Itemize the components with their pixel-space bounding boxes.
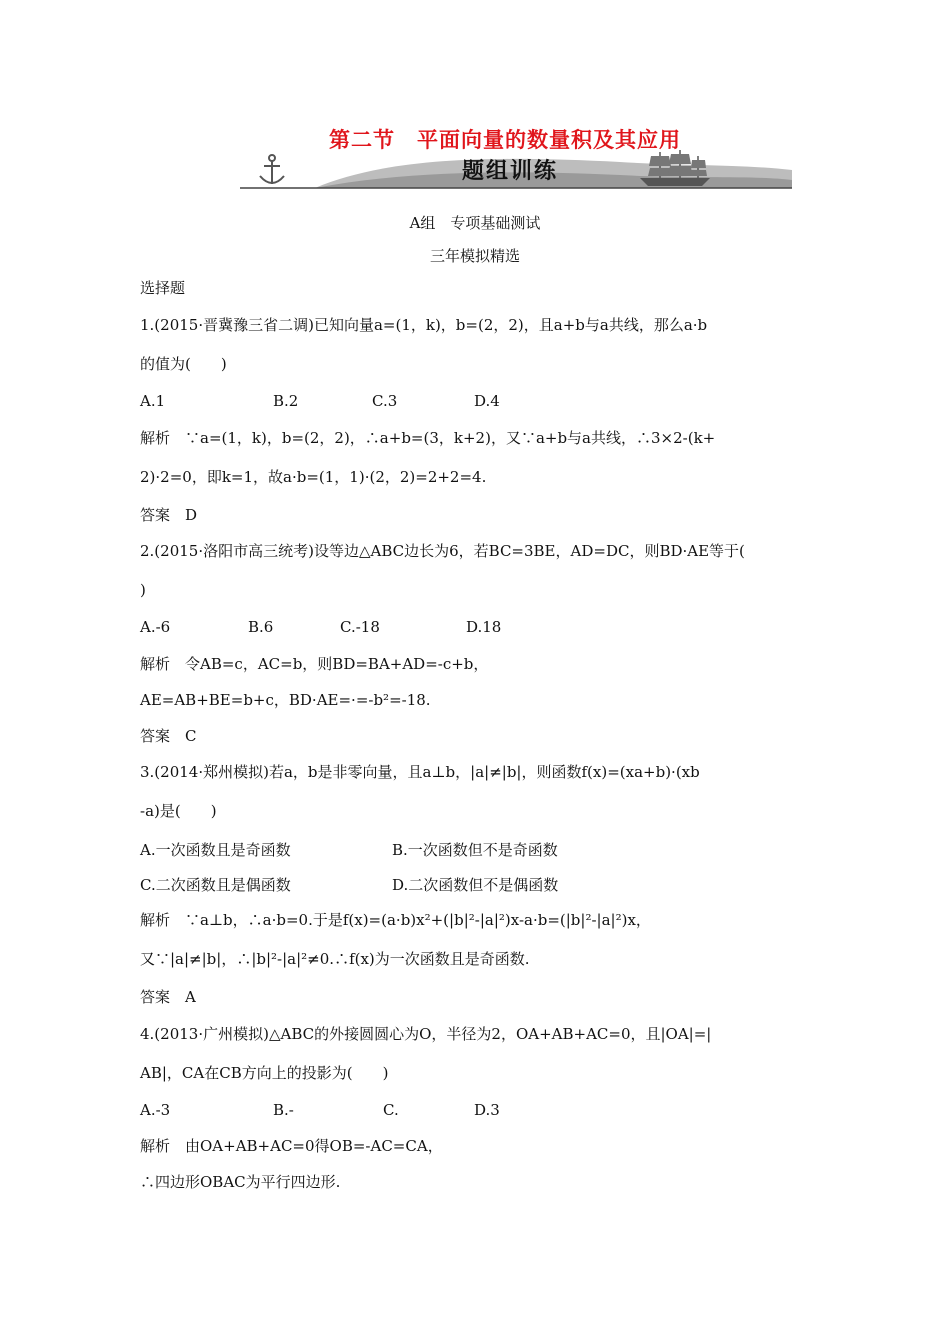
question-type-heading: 选择题: [140, 279, 186, 297]
section-subtitle: 题组训练: [461, 159, 558, 184]
q4-option-c: C.: [383, 1101, 399, 1119]
q4-option-a: A.-3: [140, 1101, 171, 1119]
q3-option-d: D.二次函数但不是偶函数: [392, 876, 559, 894]
section-heading: 三年模拟精选: [429, 247, 520, 265]
q1-option-d: D.4: [474, 392, 500, 410]
q3-option-b: B.一次函数但不是奇函数: [392, 841, 558, 859]
q3-solution-line2: 又∵|a|≠|b|，∴|b|²-|a|²≠0.∴f(x)为一次函数且是奇函数.: [140, 950, 530, 968]
q4-solution-line2: ∴四边形OBAC为平行四边形.: [140, 1173, 341, 1191]
sailing-ship-icon: [640, 150, 710, 186]
q3-solution-line1: 解析 ∵a⊥b，∴a·b=0.于是f(x)=(a·b)x²+(|b|²-|a|²)x-a·b=(|b|²-|a|²)x，: [140, 911, 651, 929]
q2-stem-line1: 2.(2015·洛阳市高三统考)设等边△ABC边长为6，若BC=3BE，AD=DC，则BD·AE等于(: [140, 542, 745, 560]
q2-solution-line1: 解析 令AB=c，AC=b，则BD=BA+AD=-c+b，: [140, 655, 489, 673]
q2-solution-line2: AE=AB+BE=b+c，BD·AE=·=-b²=-18.: [140, 691, 431, 709]
q4-option-b: B.-: [273, 1101, 294, 1119]
q3-stem-line2: -a)是( ): [140, 802, 217, 820]
q1-stem-line1: 1.(2015·晋冀豫三省二调)已知向量a=(1，k)，b=(2，2)，且a+b与a共线，那么a·b: [140, 316, 708, 334]
q4-stem-line1: 4.(2013·广州模拟)△ABC的外接圆圆心为O，半径为2，OA+AB+AC=0，且|OA|=|: [140, 1025, 712, 1043]
q3-answer: 答案 A: [140, 988, 196, 1006]
q2-option-a: A.-6: [140, 618, 171, 636]
q4-option-d: D.3: [474, 1101, 500, 1119]
q1-option-b: B.2: [273, 392, 299, 410]
q3-option-c: C.二次函数且是偶函数: [140, 876, 291, 894]
anchor-icon: [260, 155, 284, 184]
q2-option-b: B.6: [248, 618, 274, 636]
page-header: [240, 118, 792, 193]
group-heading: A组 专项基础测试: [409, 214, 541, 232]
q2-option-d: D.18: [466, 618, 502, 636]
q1-answer: 答案 D: [140, 506, 198, 524]
q2-stem-line2: ): [140, 581, 146, 599]
q2-option-c: C.-18: [340, 618, 380, 636]
q4-stem-line2: AB|，CA在CB方向上的投影为( ): [140, 1064, 389, 1082]
q1-stem-line2: 的值为( ): [140, 355, 227, 373]
section-title: 第二节 平面向量的数量积及其应用: [329, 128, 681, 152]
q2-answer: 答案 C: [140, 727, 197, 745]
q1-option-c: C.3: [372, 392, 398, 410]
q1-solution-line1: 解析 ∵a=(1，k)，b=(2，2)，∴a+b=(3，k+2)，又∵a+b与a共线，∴3×2-(k+: [140, 429, 716, 447]
q3-option-a: A.一次函数且是奇函数: [140, 841, 291, 859]
q4-solution-line1: 解析 由OA+AB+AC=0得OB=-AC=CA，: [140, 1137, 443, 1155]
q1-solution-line2: 2)·2=0，即k=1，故a·b=(1，1)·(2，2)=2+2=4.: [140, 468, 487, 486]
q3-stem-line1: 3.(2014·郑州模拟)若a，b是非零向量，且a⊥b，|a|≠|b|，则函数f(x)=(xa+b)·(xb: [140, 763, 700, 781]
q1-option-a: A.1: [140, 392, 166, 410]
